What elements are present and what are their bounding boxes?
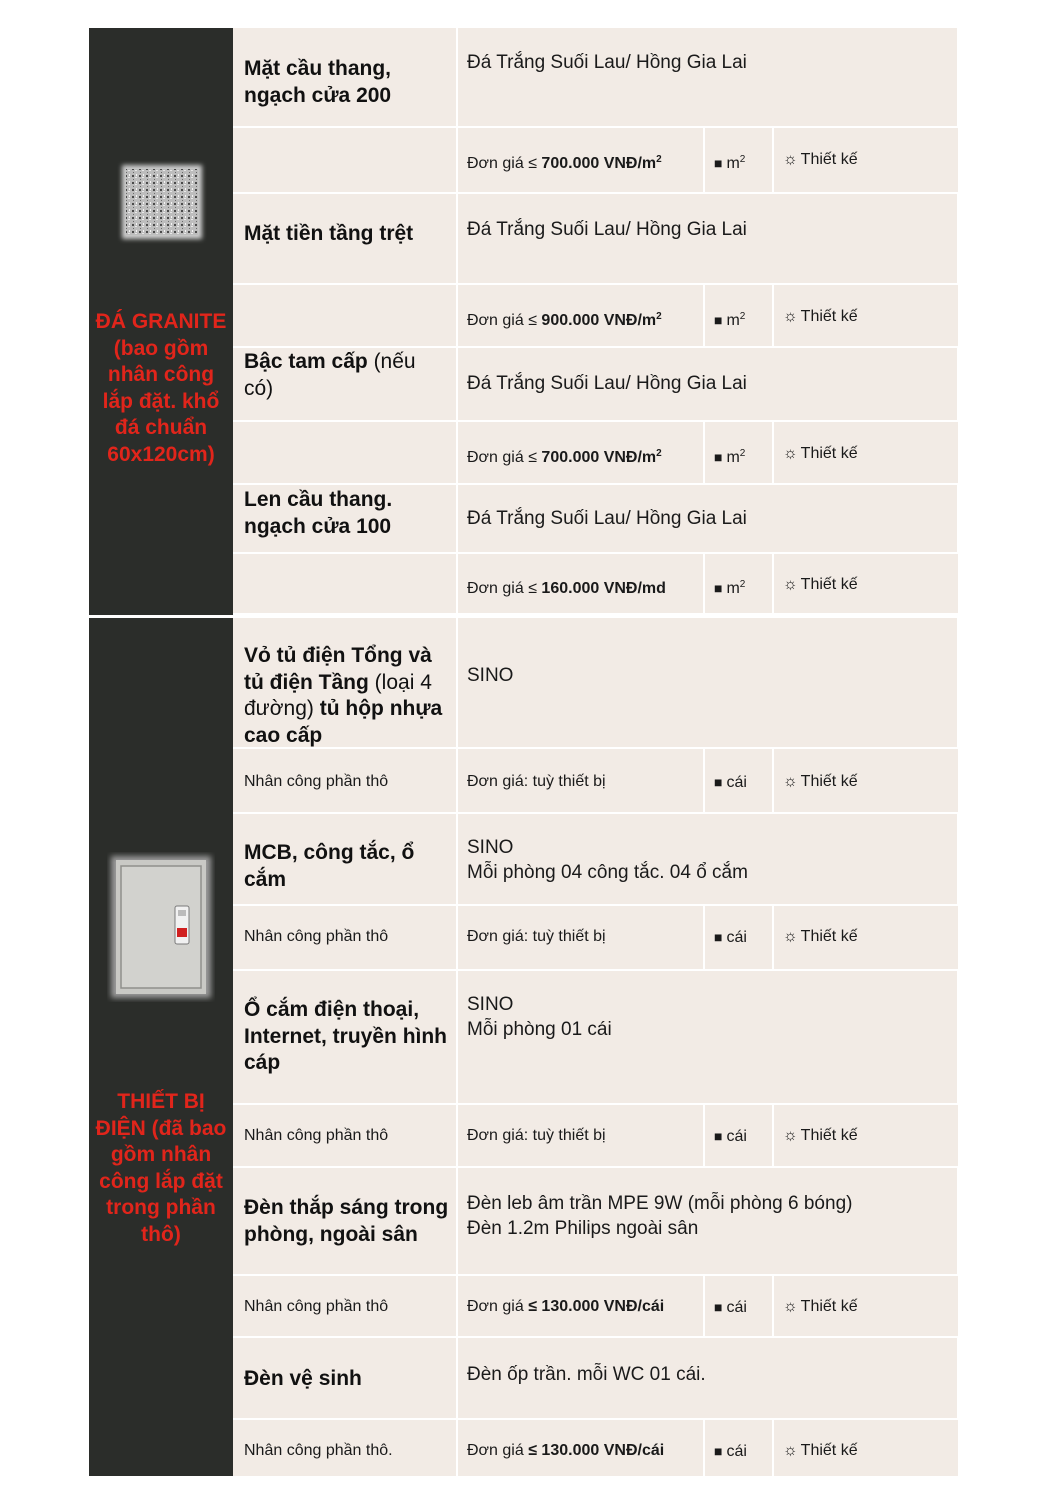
design-label: ☼ Thiết kế (783, 1298, 858, 1315)
electric-rows (233, 618, 958, 1476)
labor-label: Nhân công phần thô (244, 1127, 389, 1144)
unit-label: ■ $m^2$ (714, 448, 746, 466)
item-description: SINO Mỗi phòng 01 cái (467, 994, 612, 1040)
item-description: SINO (467, 665, 514, 686)
table-row (233, 28, 958, 128)
square-bullet-icon: ■ (714, 580, 723, 596)
unit-label: ■ $m^2$ (714, 154, 746, 172)
unit-label: ■ cái (714, 1299, 747, 1316)
table-row (233, 971, 958, 1105)
price-row (233, 1105, 958, 1168)
unit-label: ■ $m^2$ (714, 311, 746, 329)
labor-label: Nhân công phần thô (244, 1298, 389, 1315)
section-granite (89, 28, 958, 615)
square-bullet-icon: ■ (714, 774, 723, 790)
electric-side-panel (89, 618, 233, 1476)
design-label: ☼ Thiết kế (783, 576, 858, 593)
unit-price: Đơn giá ≤ 700.000 VNĐ/$m^2$ (467, 448, 662, 466)
labor-label: Nhân công phần thô (244, 773, 389, 790)
unit-price: Đơn giá ≤ 130.000 VNĐ/cái (467, 1442, 665, 1459)
electric-label: THIẾT BỊ ĐIỆN (đã bao gồm nhân công lắp đặt trong phần thô) (95, 1090, 227, 1246)
sun-icon: ☼ (783, 1442, 798, 1459)
item-description: Đá Trắng Suối Lau/ Hồng Gia Lai (467, 52, 747, 73)
unit-label: ■ cái (714, 1128, 747, 1145)
unit-price: Đơn giá ≤ 160.000 VNĐ/md (467, 580, 666, 597)
item-name: Đèn vệ sinh (244, 1367, 362, 1390)
item-name: Len cầu thang. ngạch cửa 100 (244, 488, 393, 538)
table-row (233, 814, 958, 906)
section-electric (89, 618, 958, 1476)
item-description: Đá Trắng Suối Lau/ Hồng Gia Lai (467, 219, 747, 240)
square-bullet-icon: ■ (714, 155, 723, 171)
design-label: ☼ Thiết kế (783, 928, 858, 945)
sun-icon: ☼ (783, 308, 798, 325)
item-name: Ổ cắm điện thoại, Internet, truyền hình cáp (244, 998, 448, 1074)
labor-label: Nhân công phần thô (244, 928, 389, 945)
table-row (233, 194, 958, 285)
sun-icon: ☼ (783, 1298, 798, 1315)
table-row (233, 618, 958, 749)
sun-icon: ☼ (783, 773, 798, 790)
square-bullet-icon: ■ (714, 449, 723, 465)
granite-texture-image (117, 160, 207, 244)
item-description: Đá Trắng Suối Lau/ Hồng Gia Lai (467, 508, 747, 529)
item-name: Vỏ tủ điện Tổng và tủ điện Tầng (loại 4 đường) tủ hộp nhựa cao cấp (244, 644, 443, 747)
price-row (233, 749, 958, 814)
item-description: Đèn leb âm trần MPE 9W (mỗi phòng 6 bóng) Đèn 1.2m Philips ngoài sân (467, 1193, 853, 1239)
table-row (233, 1338, 958, 1420)
sun-icon: ☼ (783, 1127, 798, 1144)
unit-label: ■ cái (714, 774, 747, 791)
square-bullet-icon: ■ (714, 1299, 723, 1315)
price-row (233, 906, 958, 971)
design-label: ☼ Thiết kế (783, 773, 858, 790)
unit-label: ■ cái (714, 1443, 747, 1460)
square-bullet-icon: ■ (714, 312, 723, 328)
price-row (233, 285, 958, 348)
sun-icon: ☼ (783, 445, 798, 462)
item-name: Đèn thắp sáng trong phòng, ngoài sân (244, 1196, 449, 1246)
design-label: ☼ Thiết kế (783, 1127, 858, 1144)
granite-label: ĐÁ GRANITE (bao gồm nhân công lắp đặt. khổ đá chuẩn 60x120cm) (95, 310, 227, 466)
square-bullet-icon: ■ (714, 1128, 723, 1144)
sun-icon: ☼ (783, 928, 798, 945)
square-bullet-icon: ■ (714, 929, 723, 945)
unit-price: Đơn giá: tuỳ thiết bị (467, 1127, 606, 1144)
electrical-cabinet-image (107, 852, 215, 1002)
item-name: Mặt cầu thang, ngạch cửa 200 (244, 57, 392, 107)
unit-price: Đơn giá ≤ 700.000 VNĐ/$m^2$ (467, 154, 662, 172)
item-description: Đèn ốp trần. mỗi WC 01 cái. (467, 1364, 706, 1385)
price-table (89, 28, 958, 1476)
granite-side-panel (89, 28, 233, 615)
sun-icon: ☼ (783, 576, 798, 593)
unit-label: ■ cái (714, 929, 747, 946)
price-row (233, 554, 958, 615)
item-name: MCB, công tắc, ổ cắm (244, 841, 415, 891)
item-name: Mặt tiền tầng trệt (244, 222, 414, 245)
unit-price: Đơn giá ≤ 130.000 VNĐ/cái (467, 1298, 665, 1315)
unit-price: Đơn giá: tuỳ thiết bị (467, 928, 606, 945)
price-row (233, 1276, 958, 1338)
sun-icon: ☼ (783, 151, 798, 168)
item-description: SINO Mỗi phòng 04 công tắc. 04 ổ cắm (467, 837, 748, 883)
price-row (233, 422, 958, 485)
design-label: ☼ Thiết kế (783, 151, 858, 168)
item-description: Đá Trắng Suối Lau/ Hồng Gia Lai (467, 373, 747, 394)
table-row (233, 485, 958, 554)
price-row (233, 1420, 958, 1476)
design-label: ☼ Thiết kế (783, 445, 858, 462)
item-name: Bậc tam cấp (nếu có) (244, 350, 416, 400)
price-row (233, 128, 958, 194)
design-label: ☼ Thiết kế (783, 308, 858, 325)
table-row (233, 1168, 958, 1276)
design-label: ☼ Thiết kế (783, 1442, 858, 1459)
granite-rows (233, 28, 958, 615)
square-bullet-icon: ■ (714, 1443, 723, 1459)
unit-price: Đơn giá: tuỳ thiết bị (467, 773, 606, 790)
table-row (233, 348, 958, 422)
unit-label: ■ $m^2$ (714, 579, 746, 597)
unit-price: Đơn giá ≤ 900.000 VNĐ/$m^2$ (467, 311, 662, 329)
labor-label: Nhân công phần thô. (244, 1442, 393, 1459)
